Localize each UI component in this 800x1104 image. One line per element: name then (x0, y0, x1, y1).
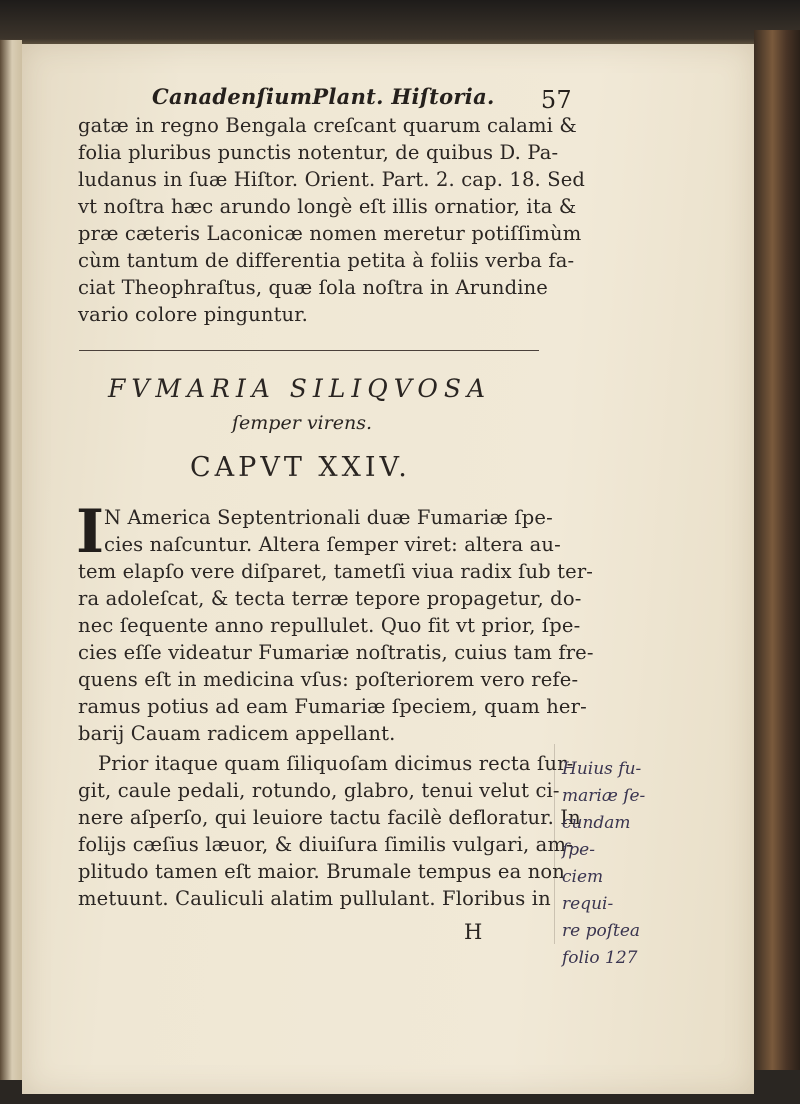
catchword: H (464, 920, 483, 944)
text-line: git, caule pedali, rotundo, glabro, tenui velut ci- (78, 779, 560, 802)
text-line: ciat Theophraſtus, quæ ſola noſtra in Arundine (78, 276, 548, 299)
top-shadow (0, 0, 800, 48)
text-line: cies naſcuntur. Altera ſemper viret: altera au- (104, 533, 561, 556)
text-line: barij Cauam radicem appellant. (78, 722, 396, 745)
chapter-heading: CAPVT XXIV. (190, 452, 411, 483)
text-line: præ cæteris Laconicæ nomen meretur potiſſimùm (78, 222, 582, 245)
text-line: cies eſſe videatur Fumariæ noſtratis, cuius tam fre- (78, 641, 594, 664)
left-page-edge (0, 40, 22, 1080)
text-line: cùm tantum de differentia petita à foliis verba fa- (78, 249, 575, 272)
text-line: vario colore pinguntur. (78, 303, 308, 326)
book-page (22, 44, 754, 1094)
running-title: CanadenſiumPlant. Hiſtoria. (152, 84, 495, 109)
text-line: tem elapſo vere diſparet, tametſi viua radix ſub ter- (78, 560, 594, 583)
text-line: folijs cæſius læuor, & diuiſura ſimilis vulgari, am- (78, 833, 573, 856)
handwritten-margin-note (562, 756, 658, 972)
text-line: nere aſperſo, qui leuiore tactu facilè defloratur. In (78, 806, 581, 829)
page-number: 57 (540, 86, 572, 114)
margin-note-line: folio 127 (562, 948, 638, 968)
text-line: N America Septentrionali duæ Fumariæ ſpe- (104, 506, 553, 529)
text-line: Prior itaque quam ſiliquoſam dicimus recta ſur- (98, 752, 574, 775)
margin-note-line: mariæ ſe- (562, 786, 646, 806)
text-line: ludanus in ſuæ Hiſtor. Orient. Part. 2. cap. 18. Sed (78, 168, 586, 191)
text-line: ramus potius ad eam Fumariæ ſpeciem, quam her- (78, 695, 587, 718)
margin-note-line: ciem requi- (562, 867, 614, 914)
text-line: nec ſequente anno repullulet. Quo fit vt prior, ſpe- (78, 614, 581, 637)
section-rule (79, 350, 539, 351)
text-line: ra adoleſcat, & tecta terræ tepore propagetur, do- (78, 587, 582, 610)
text-line: gatæ in regno Bengala creſcant quarum calami & (78, 114, 577, 137)
text-line: folia pluribus punctis notentur, de quibus D. Pa- (78, 141, 559, 164)
drop-capital: I (76, 497, 105, 567)
margin-note-line: cundam ſpe- (562, 813, 631, 860)
text-line: vt noſtra hæc arundo longè eſt illis ornatior, ita & (78, 195, 577, 218)
margin-note-line: re poſtea (562, 921, 641, 941)
text-line: quens eſt in medicina vſus: poſteriorem vero refe- (78, 668, 579, 691)
text-line: plitudo tamen eſt maior. Brumale tempus ea non (78, 860, 566, 883)
running-head (152, 84, 572, 114)
margin-note-line: Huius fu- (562, 759, 642, 779)
section-title: FVMARIA SILIQVOSA (108, 374, 492, 403)
book-spine-edge (754, 30, 800, 1070)
section-subtitle: ſemper virens. (232, 412, 372, 434)
text-line: metuunt. Cauliculi alatim pullulant. Floribus in (78, 887, 551, 910)
